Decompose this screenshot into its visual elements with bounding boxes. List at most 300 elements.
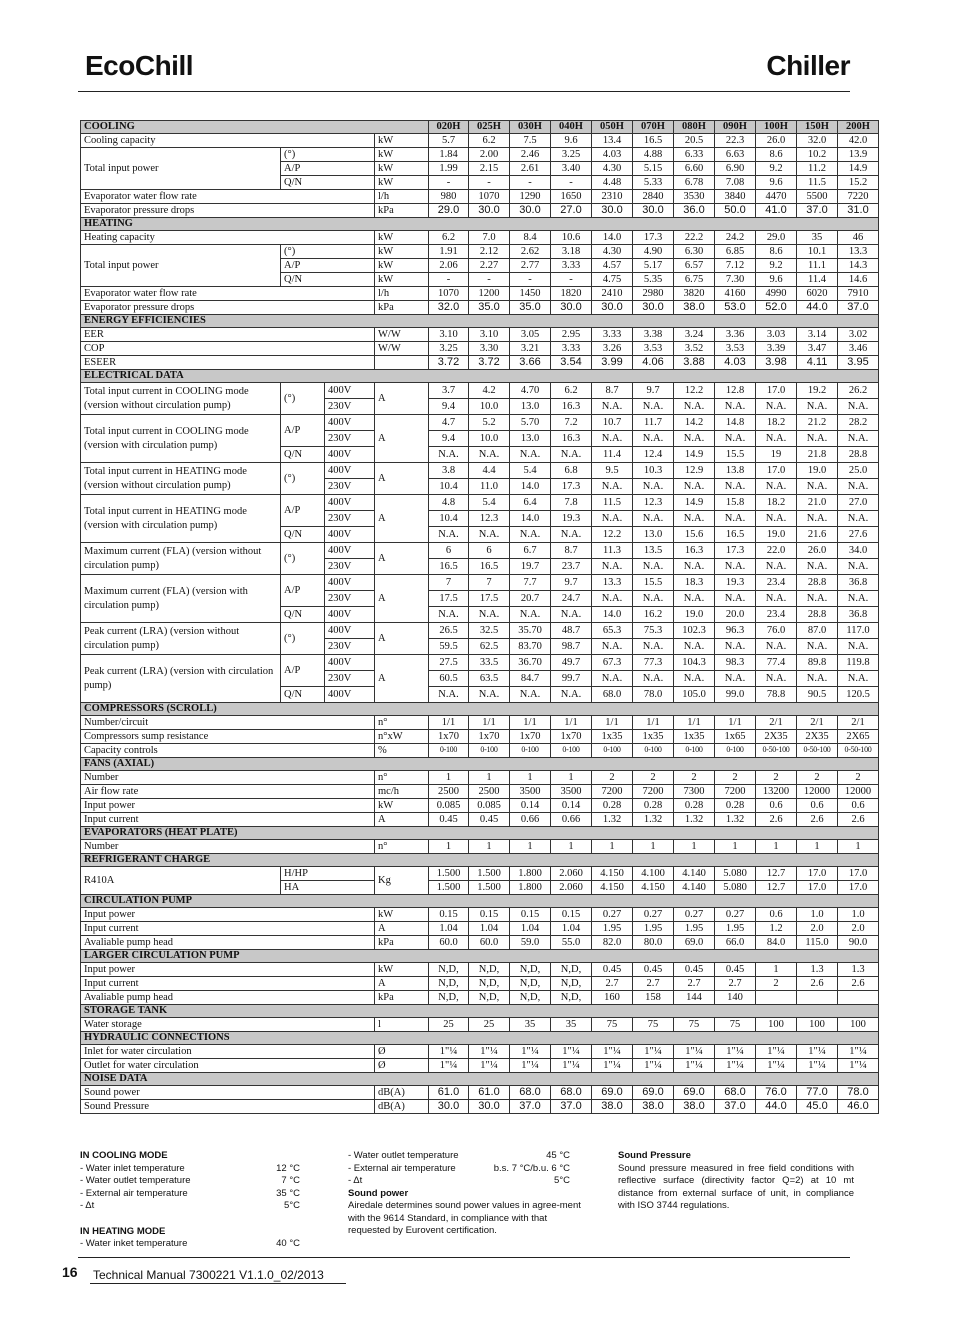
table-row <box>81 495 879 511</box>
variant-code: A/P <box>281 415 325 447</box>
value-cell: 17.0 <box>797 867 838 881</box>
parameter-label: Capacity controls <box>81 744 375 758</box>
value-cell: 90.0 <box>838 936 879 950</box>
value-cell: 6.63 <box>715 148 756 162</box>
value-cell: 4.30 <box>592 162 633 176</box>
value-cell: 3820 <box>674 287 715 301</box>
value-cell: 78.8 <box>756 687 797 703</box>
value-cell: 1"¼ <box>429 1045 469 1059</box>
value-cell: 12.2 <box>674 383 715 399</box>
value-cell: 1/1 <box>469 716 510 730</box>
cooling-note-item <box>80 1175 300 1188</box>
parameter-label: Peak current (LRA) (version without circulation pump) <box>81 623 281 655</box>
parameter-label: EER <box>81 328 375 342</box>
value-cell: 30.0 <box>429 1100 469 1114</box>
value-cell: 9.4 <box>429 399 469 415</box>
value-cell: N.A. <box>715 479 756 495</box>
value-cell: 10.0 <box>469 431 510 447</box>
parameter-label: Compressors sump resistance <box>81 730 375 744</box>
value-cell: 4.88 <box>633 148 674 162</box>
value-cell: 8.4 <box>510 231 551 245</box>
value-cell: 60.5 <box>429 671 469 687</box>
value-cell: 10.2 <box>797 148 838 162</box>
heating-note-label: - Water inket temperature <box>80 1238 188 1249</box>
unit: Kg <box>375 867 429 895</box>
section-title: CIRCULATION PUMP <box>81 895 879 908</box>
voltage: 230V <box>325 639 375 655</box>
value-cell: N.A. <box>756 671 797 687</box>
value-cell: 6.57 <box>674 259 715 273</box>
unit: kPa <box>375 301 429 315</box>
parameter-label: Total input current in HEATING mode (version without circulation pump) <box>81 463 281 495</box>
value-cell: N.A. <box>715 431 756 447</box>
value-cell: 1"¼ <box>592 1059 633 1073</box>
value-cell: 15.6 <box>674 527 715 543</box>
voltage: 400V <box>325 447 375 463</box>
value-cell: 7.5 <box>510 134 551 148</box>
value-cell: 3.38 <box>633 328 674 342</box>
value-cell: 17.3 <box>551 479 592 495</box>
value-cell: 2/1 <box>838 716 879 730</box>
value-cell: N.A. <box>838 591 879 607</box>
heating-note-label: - Water outlet temperature <box>348 1150 459 1161</box>
unit: n° <box>375 840 429 854</box>
value-cell: N.A. <box>633 431 674 447</box>
value-cell: 4.2 <box>469 383 510 399</box>
value-cell: 17.3 <box>715 543 756 559</box>
unit: kW <box>375 963 429 977</box>
unit: l/h <box>375 287 429 301</box>
value-cell: 25 <box>469 1018 510 1032</box>
value-cell: 7.7 <box>510 575 551 591</box>
unit: A <box>375 575 429 623</box>
value-cell: 7.30 <box>715 273 756 287</box>
value-cell: 1.500 <box>429 881 469 895</box>
value-cell: N.A. <box>674 639 715 655</box>
table-row <box>81 301 879 315</box>
value-cell: 117.0 <box>838 623 879 639</box>
value-cell: 2.61 <box>510 162 551 176</box>
value-cell: 0.45 <box>633 963 674 977</box>
value-cell: 6.2 <box>551 383 592 399</box>
value-cell: 7 <box>429 575 469 591</box>
variant-code: (°) <box>281 543 325 575</box>
value-cell: 2.12 <box>469 245 510 259</box>
value-cell: 17.5 <box>469 591 510 607</box>
value-cell: 7.12 <box>715 259 756 273</box>
value-cell: 20.5 <box>674 134 715 148</box>
unit: kW <box>375 908 429 922</box>
value-cell: 2500 <box>429 785 469 799</box>
value-cell: 6020 <box>797 287 838 301</box>
value-cell: 17.0 <box>756 463 797 479</box>
value-cell: 1"¼ <box>429 1059 469 1073</box>
table-row <box>81 148 879 162</box>
value-cell: N,D, <box>510 977 551 991</box>
value-cell: 4.30 <box>592 245 633 259</box>
value-cell: 1450 <box>510 287 551 301</box>
value-cell: 90.5 <box>797 687 838 703</box>
value-cell: 6.2 <box>469 134 510 148</box>
value-cell: 2.00 <box>469 148 510 162</box>
value-cell: 84.7 <box>510 671 551 687</box>
value-cell: 1290 <box>510 190 551 204</box>
value-cell: 26.2 <box>838 383 879 399</box>
value-cell: N.A. <box>633 591 674 607</box>
value-cell: N.A. <box>756 479 797 495</box>
value-cell: 7910 <box>838 287 879 301</box>
value-cell: N.A. <box>592 431 633 447</box>
value-cell: 12000 <box>797 785 838 799</box>
value-cell: 2.0 <box>838 922 879 936</box>
section-header <box>81 895 879 908</box>
value-cell: 23.4 <box>756 607 797 623</box>
value-cell: 0.15 <box>429 908 469 922</box>
footer-divider <box>78 1257 850 1258</box>
table-row <box>81 655 879 671</box>
section-header <box>81 827 879 840</box>
value-cell: 1/1 <box>715 716 756 730</box>
value-cell: 13.3 <box>838 245 879 259</box>
value-cell: 15.8 <box>715 495 756 511</box>
value-cell: 18.2 <box>756 495 797 511</box>
value-cell: 12.2 <box>592 527 633 543</box>
value-cell: 16.5 <box>429 559 469 575</box>
parameter-label: Cooling capacity <box>81 134 375 148</box>
value-cell: 11.5 <box>592 495 633 511</box>
cooling-note-value: 35 °C <box>276 1187 300 1199</box>
value-cell: 0.14 <box>551 799 592 813</box>
value-cell: N.A. <box>469 687 510 703</box>
value-cell: 1820 <box>551 287 592 301</box>
variant-code: H/HP <box>281 867 375 881</box>
value-cell: 14.9 <box>674 495 715 511</box>
table-row <box>81 908 879 922</box>
heating-note-label: - Δt <box>348 1175 363 1186</box>
table-row <box>81 785 879 799</box>
parameter-label: Number <box>81 771 375 785</box>
unit: mc/h <box>375 785 429 799</box>
sound-power-text: Airedale determines sound power values in agree-ment with the 9614 Standard, in compliance with that requested by Eurovent certification. <box>348 1200 581 1236</box>
value-cell: 1"¼ <box>797 1045 838 1059</box>
value-cell: 7220 <box>838 190 879 204</box>
value-cell: 3.72 <box>469 356 510 370</box>
value-cell: 4.03 <box>592 148 633 162</box>
voltage: 230V <box>325 559 375 575</box>
value-cell: 4.8 <box>429 495 469 511</box>
value-cell: 14.6 <box>838 273 879 287</box>
parameter-label: Avaliable pump head <box>81 936 375 950</box>
value-cell: 0.6 <box>756 799 797 813</box>
value-cell: 75 <box>592 1018 633 1032</box>
table-row <box>81 190 879 204</box>
parameter-label: Avaliable pump head <box>81 991 375 1005</box>
table-row <box>81 813 879 827</box>
value-cell: 1 <box>592 840 633 854</box>
parameter-label: Maximum current (FLA) (version with circulation pump) <box>81 575 281 623</box>
unit <box>375 356 429 370</box>
variant-code: Q/N <box>281 527 325 543</box>
value-cell: 37.0 <box>715 1100 756 1114</box>
table-row <box>81 623 879 639</box>
value-cell: N.A. <box>838 671 879 687</box>
value-cell: 8.6 <box>756 245 797 259</box>
value-cell: N.A. <box>469 527 510 543</box>
unit: l <box>375 1018 429 1032</box>
value-cell: 30.0 <box>551 301 592 315</box>
value-cell: 38.0 <box>633 1100 674 1114</box>
heating-note-value: 40 °C <box>276 1238 300 1249</box>
value-cell: 76.0 <box>756 1086 797 1100</box>
sound-pressure-notes <box>618 1150 854 1213</box>
value-cell: 10.3 <box>633 463 674 479</box>
value-cell: 3500 <box>551 785 592 799</box>
voltage: 400V <box>325 607 375 623</box>
value-cell: 35.70 <box>510 623 551 639</box>
section-title: ELECTRICAL DATA <box>81 370 879 383</box>
value-cell: 2.7 <box>715 977 756 991</box>
value-cell: 1/1 <box>510 716 551 730</box>
value-cell: 0.14 <box>510 799 551 813</box>
value-cell: 0-100 <box>429 744 469 758</box>
value-cell: 28.8 <box>797 607 838 623</box>
value-cell: 1070 <box>469 190 510 204</box>
value-cell: 1"¼ <box>551 1045 592 1059</box>
value-cell: 13.8 <box>715 463 756 479</box>
value-cell: 4.11 <box>797 356 838 370</box>
value-cell: 2.95 <box>551 328 592 342</box>
value-cell: 3.66 <box>510 356 551 370</box>
value-cell: 27.6 <box>838 527 879 543</box>
value-cell: 2 <box>633 771 674 785</box>
value-cell: 37.0 <box>510 1100 551 1114</box>
value-cell: - <box>551 176 592 190</box>
value-cell: 2 <box>674 771 715 785</box>
value-cell: 49.7 <box>551 655 592 671</box>
value-cell: 140 <box>715 991 756 1005</box>
value-cell: 0.66 <box>551 813 592 827</box>
parameter-label: ESEER <box>81 356 375 370</box>
value-cell: N.A. <box>797 511 838 527</box>
value-cell: - <box>510 273 551 287</box>
value-cell: 3.10 <box>469 328 510 342</box>
table-row <box>81 328 879 342</box>
value-cell: 1 <box>551 840 592 854</box>
parameter-label: Total input power <box>81 148 281 190</box>
value-cell: 77.3 <box>633 655 674 671</box>
value-cell: 22.0 <box>756 543 797 559</box>
value-cell: 1.32 <box>633 813 674 827</box>
value-cell: 59.0 <box>510 936 551 950</box>
variant-code: Q/N <box>281 687 325 703</box>
value-cell: 0.45 <box>469 813 510 827</box>
section-title: FANS (AXIAL) <box>81 758 879 771</box>
section-title: NOISE DATA <box>81 1073 879 1086</box>
value-cell: - <box>469 273 510 287</box>
footer-underline <box>90 1283 346 1284</box>
value-cell: 17.3 <box>633 231 674 245</box>
value-cell: N.A. <box>633 479 674 495</box>
value-cell: 1/1 <box>551 716 592 730</box>
value-cell: 17.0 <box>756 383 797 399</box>
model-header: 030H <box>510 121 551 134</box>
value-cell: 1"¼ <box>715 1045 756 1059</box>
unit: A <box>375 977 429 991</box>
table-row <box>81 1059 879 1073</box>
section-header <box>81 758 879 771</box>
value-cell: N.A. <box>510 447 551 463</box>
table-row <box>81 936 879 950</box>
value-cell: 12.3 <box>633 495 674 511</box>
value-cell: N,D, <box>429 963 469 977</box>
value-cell: 23.7 <box>551 559 592 575</box>
value-cell: N.A. <box>510 607 551 623</box>
value-cell: N.A. <box>756 511 797 527</box>
value-cell: 52.0 <box>756 301 797 315</box>
value-cell: 1.04 <box>510 922 551 936</box>
value-cell: N.A. <box>715 639 756 655</box>
value-cell: N.A. <box>756 559 797 575</box>
unit: W/W <box>375 328 429 342</box>
value-cell: 3.33 <box>592 328 633 342</box>
value-cell: 60.0 <box>469 936 510 950</box>
header-divider <box>78 91 850 92</box>
value-cell: 11.0 <box>469 479 510 495</box>
value-cell: 4.90 <box>633 245 674 259</box>
value-cell: 12.7 <box>756 881 797 895</box>
value-cell: 1 <box>715 840 756 854</box>
value-cell: 1 <box>756 840 797 854</box>
value-cell: N.A. <box>838 431 879 447</box>
variant-code: A/P <box>281 259 375 273</box>
value-cell: N.A. <box>633 399 674 415</box>
unit: kW <box>375 176 429 190</box>
table-row <box>81 383 879 399</box>
section-header <box>81 315 879 328</box>
variant-code: (°) <box>281 623 325 655</box>
value-cell: 36.70 <box>510 655 551 671</box>
value-cell: 19.3 <box>715 575 756 591</box>
value-cell: 2.46 <box>510 148 551 162</box>
value-cell: 1"¼ <box>551 1059 592 1073</box>
section-header <box>81 1005 879 1018</box>
value-cell: 76.0 <box>756 623 797 639</box>
value-cell: 13.5 <box>633 543 674 559</box>
value-cell: 0.27 <box>592 908 633 922</box>
value-cell: 7.0 <box>469 231 510 245</box>
value-cell: 15.5 <box>633 575 674 591</box>
value-cell: 100 <box>756 1018 797 1032</box>
value-cell: 24.2 <box>715 231 756 245</box>
value-cell: 50.0 <box>715 204 756 218</box>
value-cell: 13.0 <box>510 399 551 415</box>
model-header: 100H <box>756 121 797 134</box>
value-cell: 0.66 <box>510 813 551 827</box>
value-cell: 11.2 <box>797 162 838 176</box>
value-cell: 0.6 <box>838 799 879 813</box>
value-cell: N,D, <box>551 991 592 1005</box>
value-cell: 1 <box>429 840 469 854</box>
value-cell: 30.0 <box>633 301 674 315</box>
value-cell: 68.0 <box>510 1086 551 1100</box>
value-cell: N,D, <box>510 963 551 977</box>
value-cell: 0.28 <box>715 799 756 813</box>
value-cell: 10.7 <box>592 415 633 431</box>
value-cell: 32.0 <box>429 301 469 315</box>
voltage: 230V <box>325 399 375 415</box>
variant-code: (°) <box>281 463 325 495</box>
variant-code: HA <box>281 881 375 895</box>
parameter-label: Air flow rate <box>81 785 375 799</box>
parameter-label: R410A <box>81 867 281 895</box>
value-cell: 18.3 <box>674 575 715 591</box>
value-cell: 9.6 <box>756 176 797 190</box>
table-row <box>81 463 879 479</box>
value-cell: 0.6 <box>797 799 838 813</box>
value-cell: 80.0 <box>633 936 674 950</box>
section-title: COOLING <box>81 121 429 134</box>
value-cell: 1"¼ <box>838 1045 879 1059</box>
value-cell: 0-100 <box>674 744 715 758</box>
value-cell: 12.4 <box>633 447 674 463</box>
value-cell: 17.0 <box>797 881 838 895</box>
value-cell: 53.0 <box>715 301 756 315</box>
parameter-label: Sound Pressure <box>81 1100 375 1114</box>
value-cell: 9.5 <box>592 463 633 479</box>
value-cell: 0.27 <box>715 908 756 922</box>
value-cell: 15.2 <box>838 176 879 190</box>
value-cell: N,D, <box>510 991 551 1005</box>
value-cell: 1"¼ <box>674 1059 715 1073</box>
value-cell: 100 <box>838 1018 879 1032</box>
value-cell: 4.100 <box>633 867 674 881</box>
value-cell: 6 <box>429 543 469 559</box>
variant-code: Q/N <box>281 607 325 623</box>
value-cell: N.A. <box>797 559 838 575</box>
model-header: 040H <box>551 121 592 134</box>
value-cell: 30.0 <box>592 301 633 315</box>
cooling-note-item <box>80 1163 300 1176</box>
value-cell: 14.0 <box>592 607 633 623</box>
value-cell: N.A. <box>838 511 879 527</box>
value-cell: 62.5 <box>469 639 510 655</box>
value-cell: 4.48 <box>592 176 633 190</box>
value-cell: 11.4 <box>797 273 838 287</box>
variant-code: (°) <box>281 383 325 415</box>
cooling-note-value: 5°C <box>284 1200 300 1211</box>
value-cell: 4.75 <box>592 273 633 287</box>
cooling-note-label: - Δt <box>80 1200 95 1211</box>
value-cell: 77.4 <box>756 655 797 671</box>
value-cell: 4.7 <box>429 415 469 431</box>
value-cell: 36.0 <box>674 204 715 218</box>
parameter-label: Input power <box>81 908 375 922</box>
unit: kW <box>375 259 429 273</box>
value-cell: 35 <box>797 231 838 245</box>
value-cell: 16.5 <box>469 559 510 575</box>
unit: A <box>375 543 429 575</box>
parameter-label: Heating capacity <box>81 231 375 245</box>
value-cell: 104.3 <box>674 655 715 671</box>
value-cell: N,D, <box>469 991 510 1005</box>
cooling-note-item <box>80 1200 300 1213</box>
value-cell: 1"¼ <box>469 1059 510 1073</box>
table-row <box>81 867 879 881</box>
value-cell: 75 <box>715 1018 756 1032</box>
value-cell: 1x70 <box>551 730 592 744</box>
value-cell: 14.0 <box>510 511 551 527</box>
value-cell: 3.25 <box>551 148 592 162</box>
